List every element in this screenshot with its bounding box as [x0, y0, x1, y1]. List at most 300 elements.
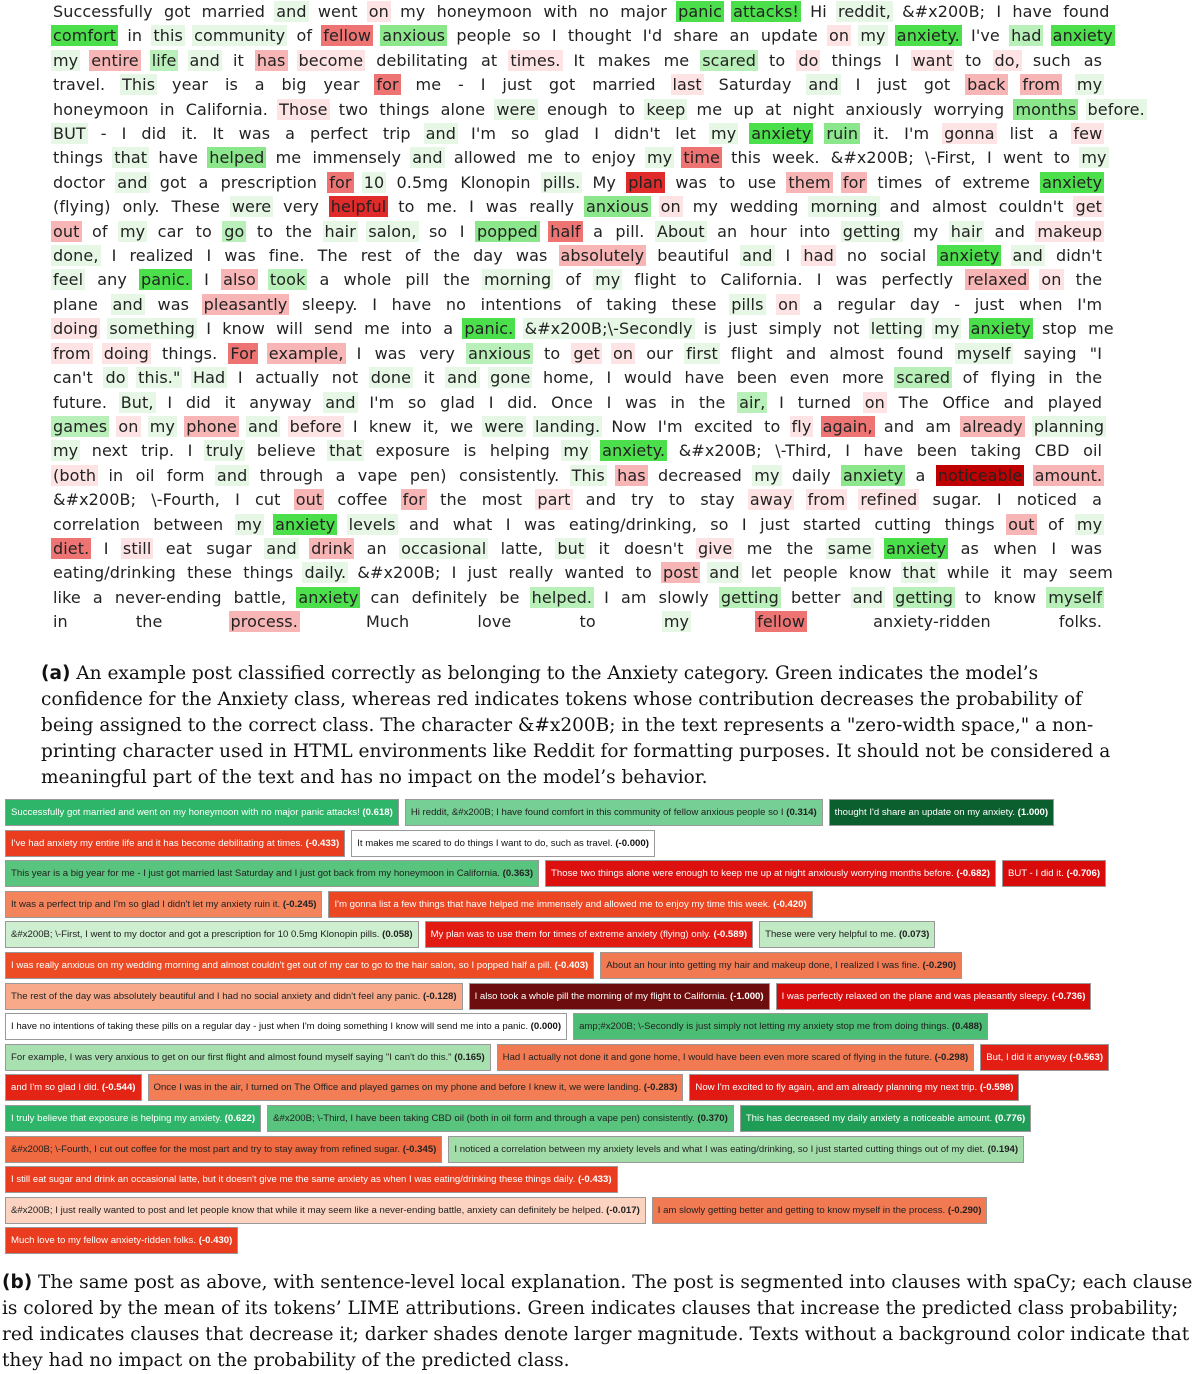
- token: thought: [567, 26, 632, 46]
- token: give: [698, 538, 733, 558]
- clause-chip: [267, 1105, 734, 1132]
- token: times.: [510, 50, 561, 70]
- clause-text: I was perfectly relaxed on the plane and was pleasantly sleepy.: [781, 990, 1050, 1002]
- clause-chip: [5, 860, 539, 887]
- token: share: [673, 26, 719, 46]
- token: I'm: [657, 416, 683, 436]
- token: my: [563, 441, 589, 461]
- token: wedding: [729, 197, 799, 217]
- token: been: [916, 441, 958, 461]
- token: big: [281, 75, 307, 95]
- token: may: [1022, 563, 1058, 583]
- token: slowly: [658, 587, 709, 607]
- token: send: [314, 319, 353, 339]
- clause-text: &#x200B; \-Third, I have been taking CBD oil (both in oil form and through a vape pen) consistently.: [273, 1112, 695, 1124]
- clause-chip: [980, 1044, 1109, 1071]
- token-line: [50, 220, 1105, 244]
- token: eating/drinking,: [568, 514, 697, 534]
- token: getting: [842, 221, 901, 241]
- token: never-ending: [114, 587, 222, 607]
- clause-score: (-0.298): [934, 1051, 969, 1063]
- token: to: [635, 563, 652, 583]
- token: anxiety: [751, 124, 812, 144]
- token: really: [508, 563, 554, 583]
- clause-score: (0.370): [697, 1112, 728, 1124]
- token: Once: [551, 392, 593, 412]
- token-line: [50, 391, 1105, 415]
- token: letting: [870, 319, 923, 339]
- clause-row: [5, 1044, 1195, 1071]
- token: My: [592, 172, 617, 192]
- token: I've: [971, 26, 1000, 46]
- token: from: [807, 490, 846, 510]
- clause-chip: [5, 952, 594, 979]
- token-line: [50, 0, 1110, 24]
- clause-text: and I'm so glad I did.: [11, 1082, 100, 1094]
- caption-b: [2, 1270, 1200, 1374]
- token: married: [201, 2, 266, 21]
- token: the: [433, 246, 461, 266]
- clause-text: This year is a big year for me - I just got married last Saturday and I just got back from my honeymoon in California.: [11, 868, 500, 880]
- token: I'd: [642, 26, 663, 46]
- clause-row: [5, 1227, 1195, 1254]
- clause-score: (-0.345): [402, 1143, 437, 1155]
- token-line: [50, 244, 1105, 268]
- token: I: [480, 75, 486, 95]
- token: I'm: [904, 124, 930, 144]
- token: anxious: [382, 26, 446, 46]
- token: hair: [950, 221, 983, 241]
- clause-chip: [545, 860, 996, 887]
- token: I: [779, 392, 784, 412]
- clause-score: (-1.000): [730, 990, 764, 1002]
- token: to: [764, 416, 781, 436]
- token: Much: [366, 612, 410, 632]
- token: This: [571, 465, 605, 485]
- token: \-Third,: [775, 441, 832, 461]
- token: has: [617, 465, 646, 485]
- clause-score: (-0.589): [713, 929, 748, 941]
- clause-chip: [829, 799, 1054, 826]
- token: people: [456, 26, 512, 46]
- token: so: [522, 26, 541, 46]
- token: would: [623, 368, 672, 388]
- clause-chip: [776, 983, 1092, 1010]
- token: cut: [255, 490, 281, 510]
- token: enough: [546, 99, 608, 119]
- clause-score: (1.000): [1017, 807, 1049, 818]
- token: &#x200B;: [902, 2, 986, 21]
- token: use: [747, 172, 777, 192]
- token: my: [934, 319, 960, 339]
- token: know: [993, 587, 1037, 607]
- token: next: [91, 441, 128, 461]
- token: future.: [53, 392, 108, 412]
- token: really: [529, 197, 575, 217]
- token: anxiety-ridden: [873, 612, 991, 632]
- token: daily: [791, 465, 831, 485]
- token: and: [447, 368, 478, 388]
- token: ruin: [826, 124, 859, 144]
- token: that: [114, 148, 148, 168]
- token: my: [754, 465, 780, 485]
- token: Hi: [810, 2, 827, 21]
- token: plan: [628, 172, 664, 192]
- token: flight: [634, 270, 677, 290]
- token: refined: [860, 490, 918, 510]
- token: to: [690, 270, 707, 290]
- clause-text: I also took a whole pill the morning of my flight to California.: [474, 990, 728, 1002]
- token: time: [683, 148, 720, 168]
- token: life: [151, 50, 177, 70]
- token: a: [198, 172, 209, 192]
- token: travel.: [53, 75, 106, 95]
- token: The: [317, 246, 348, 266]
- token: in: [1048, 368, 1064, 388]
- token: a: [285, 124, 296, 144]
- token: Those: [279, 99, 328, 119]
- token: it: [1000, 563, 1012, 583]
- token: have: [684, 368, 725, 388]
- token: stop: [1041, 319, 1077, 339]
- token: battle,: [233, 587, 287, 607]
- token: turned: [797, 392, 852, 412]
- token: things: [379, 99, 430, 119]
- token: I: [204, 270, 209, 290]
- token: of: [404, 246, 421, 266]
- token: stay: [700, 490, 735, 510]
- clause-row: [5, 1166, 1195, 1193]
- token: I: [855, 75, 861, 95]
- token: these: [187, 563, 233, 583]
- token: me: [746, 538, 773, 558]
- token: for: [402, 490, 425, 510]
- token: eating/drinking: [53, 563, 176, 583]
- token: getting: [720, 587, 779, 607]
- token: honeymoon: [53, 99, 149, 119]
- token: get: [573, 343, 600, 363]
- token: a: [1092, 490, 1103, 510]
- token: popped: [476, 221, 538, 241]
- token: believe: [256, 441, 316, 461]
- token: were: [231, 197, 272, 217]
- clause-chip: [448, 1136, 1024, 1163]
- token: my: [149, 416, 176, 436]
- token: out: [53, 221, 80, 241]
- token: to: [668, 490, 686, 510]
- token: while: [946, 563, 990, 583]
- token: attacks!: [733, 2, 799, 21]
- token: I: [505, 514, 511, 534]
- token: this.": [138, 368, 181, 388]
- clause-chip: [328, 891, 812, 918]
- clause-text: The rest of the day was absolutely beautiful and I had no social anxiety and didn't feel any panic.: [11, 990, 421, 1002]
- token: will: [276, 319, 303, 339]
- token: did.: [507, 392, 538, 412]
- clause-row: [5, 799, 1195, 826]
- clause-text: But, I did it anyway: [986, 1051, 1067, 1063]
- token: whole: [343, 270, 392, 290]
- token: did: [185, 392, 211, 412]
- token: that: [902, 563, 936, 583]
- token: I: [894, 50, 900, 70]
- token: in: [670, 392, 686, 412]
- token: me: [364, 319, 390, 339]
- token: it: [232, 50, 244, 70]
- token: I: [845, 441, 851, 461]
- clause-text: It makes me scared to do things I want to do, such as travel.: [357, 837, 613, 849]
- token: married: [592, 75, 656, 95]
- token-line: [50, 293, 1105, 317]
- token: morning: [810, 197, 878, 217]
- token: were: [484, 416, 524, 436]
- token: have: [1012, 2, 1053, 21]
- token: just: [974, 294, 1005, 314]
- token: just: [502, 75, 533, 95]
- clause-chip: [689, 1074, 1019, 1101]
- token: them: [788, 172, 831, 192]
- token: sugar.: [932, 490, 982, 510]
- token: absolutely: [560, 246, 645, 266]
- token: do,: [994, 50, 1020, 70]
- token: away: [749, 490, 793, 510]
- token: I: [469, 197, 474, 217]
- token: to: [618, 99, 636, 119]
- token-line: [50, 317, 1114, 341]
- token: relaxed: [967, 270, 1028, 290]
- token: still: [122, 538, 152, 558]
- clause-text: I have no intentions of taking these pills on a regular day - just when I'm doing something I know will send me into a panic.: [11, 1021, 528, 1033]
- token: honeymoon: [436, 2, 533, 21]
- token: the: [440, 490, 467, 510]
- token: to: [256, 221, 274, 241]
- token-line: [50, 415, 1105, 439]
- token: occasional: [401, 538, 487, 558]
- token: me: [663, 50, 690, 70]
- token: I: [206, 246, 212, 266]
- clause-text: Had I actually not done it and gone home, I would have been even more scared of flying in the future.: [502, 1051, 932, 1063]
- token: example,: [268, 343, 344, 363]
- clause-chip: [573, 1013, 988, 1040]
- token: helped: [209, 148, 265, 168]
- token: just: [727, 319, 758, 339]
- clause-score: (-0.598): [979, 1082, 1014, 1094]
- token: &#x200B;: [830, 148, 914, 168]
- token: things: [831, 50, 882, 70]
- token: enjoy: [591, 148, 636, 168]
- token: at: [765, 99, 782, 119]
- token: started: [803, 514, 862, 534]
- token: and: [112, 294, 143, 314]
- token: decreased: [658, 465, 742, 485]
- token: Saturday: [718, 75, 792, 95]
- token: allowed: [453, 148, 517, 168]
- token: car: [157, 221, 184, 241]
- token: a: [443, 319, 454, 339]
- clause-text: About an hour into getting my hair and makeup done, I realized I was fine.: [606, 959, 920, 971]
- clause-chip: [351, 830, 655, 857]
- clause-chip: [5, 1197, 646, 1224]
- token-line: [50, 586, 1105, 610]
- clause-score: (0.058): [382, 929, 413, 941]
- clause-score: (0.194): [987, 1143, 1019, 1155]
- token: as: [960, 538, 979, 558]
- token: air,: [739, 392, 766, 412]
- token: these: [671, 294, 717, 314]
- token: truly: [206, 441, 244, 461]
- token: I: [816, 270, 822, 290]
- clause-chip: [5, 799, 399, 826]
- token: flight: [731, 343, 773, 363]
- token: anxiety: [970, 319, 1031, 339]
- token: know: [848, 563, 892, 583]
- clause-score: (-0.706): [1066, 868, 1101, 880]
- token: prescription: [220, 172, 318, 192]
- token: &#x200B;: [357, 563, 441, 583]
- token: for: [376, 75, 399, 95]
- token: was: [515, 246, 548, 266]
- token: trip.: [141, 441, 175, 461]
- token: better: [790, 587, 841, 607]
- token: noticed: [1016, 490, 1077, 510]
- token: form: [166, 465, 205, 485]
- token: California.: [720, 270, 803, 290]
- token: I: [1051, 538, 1057, 558]
- token: my: [692, 197, 718, 217]
- token: The: [898, 392, 929, 412]
- token: such: [1032, 50, 1071, 70]
- token: my: [595, 270, 621, 290]
- token: Had: [192, 368, 226, 388]
- token: and: [216, 465, 248, 485]
- token: been: [736, 368, 778, 388]
- token: -: [954, 294, 961, 314]
- token: be: [499, 587, 520, 607]
- token: into: [799, 221, 831, 241]
- token: on: [778, 294, 799, 314]
- token: things.: [162, 343, 218, 363]
- token: through: [259, 465, 324, 485]
- token: very: [419, 343, 455, 363]
- token: just: [467, 563, 498, 583]
- token: fine.: [268, 246, 305, 266]
- token: and: [852, 587, 883, 607]
- token: noticeable: [937, 465, 1023, 485]
- token-line: [50, 268, 1105, 292]
- token-line: [50, 366, 1105, 390]
- token: was: [157, 294, 190, 314]
- token: BUT: [53, 124, 86, 144]
- clause-score: (-0.128): [422, 990, 457, 1002]
- token: exposure: [375, 441, 450, 461]
- token: our: [646, 343, 674, 363]
- token: the: [135, 612, 163, 632]
- token: year: [323, 75, 360, 95]
- token: doing: [53, 319, 99, 339]
- token: a: [335, 465, 346, 485]
- clause-text: I'm gonna list a few things that have helped me immensely and allowed me to enjoy my time this week.: [334, 898, 771, 910]
- token: this: [153, 26, 183, 46]
- token: my: [646, 148, 673, 168]
- token-line: [50, 171, 1105, 195]
- clause-score: (-0.290): [947, 1204, 982, 1216]
- token: things: [243, 563, 294, 583]
- token: just: [760, 514, 790, 534]
- clause-row: [5, 891, 1195, 918]
- token: anxiety.: [602, 441, 666, 461]
- token: anxiety: [298, 587, 359, 607]
- token: fly: [791, 416, 812, 436]
- clause-chip: [5, 1136, 442, 1163]
- token: \-Fourth,: [151, 490, 220, 510]
- token: anxiety: [886, 538, 947, 558]
- token: my: [236, 514, 262, 534]
- token: planning: [1033, 416, 1105, 436]
- token: and: [709, 563, 740, 583]
- token: myself: [1048, 587, 1103, 607]
- token: makes: [597, 50, 651, 70]
- token-line: [50, 24, 1113, 48]
- token: -: [100, 124, 107, 144]
- clause-text: amp;#x200B; \-Secondly is just simply not letting my anxiety stop me from doing things.: [579, 1021, 950, 1033]
- token: as: [1083, 50, 1103, 70]
- token: even: [789, 368, 830, 388]
- token: correlation: [53, 514, 140, 534]
- clause-chip: [5, 1044, 491, 1071]
- token: on: [1041, 270, 1062, 290]
- clause-text: I am slowly getting better and getting to know myself in the process.: [657, 1204, 946, 1216]
- token: done: [370, 368, 412, 388]
- token: was: [224, 246, 256, 266]
- clause-chip: [740, 1105, 1031, 1132]
- token: things: [53, 148, 104, 168]
- token: my: [711, 124, 737, 144]
- clause-chip: [405, 799, 823, 826]
- token: amount.: [1034, 465, 1103, 485]
- token: a: [593, 221, 603, 241]
- clause-chip: [5, 1166, 618, 1193]
- token: only.: [122, 197, 160, 217]
- clause-chip: [759, 921, 935, 948]
- token: rest: [360, 246, 392, 266]
- clause-score: (-0.290): [922, 959, 957, 971]
- token: up: [733, 99, 754, 119]
- token: and: [408, 514, 440, 534]
- token: so: [710, 514, 729, 534]
- token: anxiety: [275, 514, 336, 534]
- clause-score: (0.488): [951, 1021, 983, 1033]
- token: update: [760, 26, 818, 46]
- token: anxiety: [939, 246, 1000, 266]
- token: me: [696, 99, 723, 119]
- token-line: [50, 342, 1105, 366]
- token: and: [585, 490, 617, 510]
- token: didn't: [1055, 246, 1103, 266]
- token: in: [108, 465, 124, 485]
- token: drink: [311, 538, 353, 558]
- token: oil: [1083, 441, 1103, 461]
- token: I: [206, 319, 212, 339]
- token: I: [996, 490, 1002, 510]
- token: definitely: [411, 587, 488, 607]
- token: cutting: [874, 514, 932, 534]
- token: and: [994, 221, 1025, 241]
- token-line: [50, 98, 1145, 122]
- clause-score: (-0.430): [198, 1235, 233, 1247]
- token: eat: [165, 538, 192, 558]
- token: it.: [181, 124, 198, 144]
- token-line: [50, 146, 1105, 170]
